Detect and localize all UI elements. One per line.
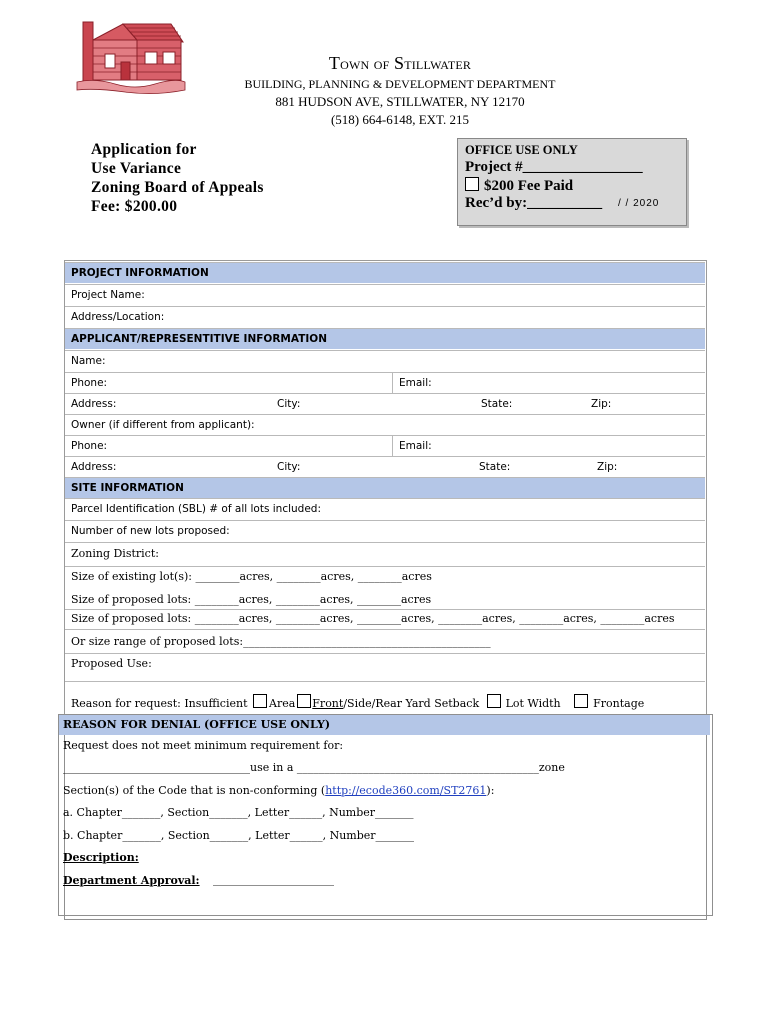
fee-paid-row: [465, 177, 573, 195]
row-divider: [65, 681, 705, 682]
fee-paid-checkbox[interactable]: [465, 177, 479, 191]
sbl-row[interactable]: [65, 498, 705, 519]
row-divider: [65, 629, 705, 630]
section-header-applicant: [65, 328, 705, 349]
front-label: Front: [312, 697, 344, 710]
size-range-field[interactable]: Or size range of proposed lots:_____________________________________________: [71, 635, 491, 648]
proposed-lot-size-field-1[interactable]: Size of proposed lots: ________acres, ________acres, ________acres: [71, 593, 432, 606]
town-title-part2: tillwater: [404, 54, 472, 73]
office-use-title: OFFICE USE ONLY: [465, 143, 578, 157]
description-label: Description:: [63, 851, 139, 864]
area-label: Area: [269, 697, 296, 710]
owner-address-label: Address:: [71, 461, 117, 473]
application-fee: Fee: $200.00: [91, 198, 178, 215]
applicant-zip-label: Zip:: [591, 398, 612, 410]
applicant-name-label: Name:: [71, 355, 106, 367]
department-line: [200, 76, 600, 92]
applicant-email-label[interactable]: Email:: [399, 377, 432, 389]
denial-code-suffix: ):: [486, 784, 495, 797]
row-divider: [65, 542, 705, 543]
owner-city-label: City:: [277, 461, 301, 473]
town-title-initial-s: S: [393, 53, 405, 73]
town-title: [230, 53, 570, 74]
lot-width-label: Lot Width: [505, 697, 561, 710]
department-text: BUILDING, PLANNING & DEVELOPMENT DEPARTMENT: [244, 77, 556, 91]
ecode-link[interactable]: http://ecode360.com/ST2761: [325, 784, 487, 797]
owner-row[interactable]: [65, 414, 705, 435]
cell-divider: [392, 436, 393, 456]
applicant-address-label: Address:: [71, 398, 117, 410]
address-line: [200, 94, 600, 110]
owner-phone-label[interactable]: Phone:: [71, 440, 108, 452]
owner-address-row[interactable]: [65, 456, 705, 477]
applicant-city-label: City:: [277, 398, 301, 410]
side-rear-label: /Side/Rear Yard Setback: [343, 697, 480, 710]
section-header-site: [65, 477, 705, 498]
phone-text: (518) 664-6148, EXT. 215: [330, 112, 470, 127]
project-name-row[interactable]: [65, 284, 705, 305]
owner-zip-label: Zip:: [597, 461, 618, 473]
lot-width-checkbox[interactable]: [487, 694, 501, 708]
denial-header-text: REASON FOR DENIAL (OFFICE USE ONLY): [63, 718, 331, 731]
application-line-2: Use Variance: [91, 160, 182, 177]
zoning-district-label[interactable]: Zoning District:: [71, 547, 159, 560]
applicant-name-row[interactable]: [65, 350, 705, 371]
new-lots-row[interactable]: [65, 520, 705, 541]
frontage-checkbox[interactable]: [574, 694, 588, 708]
application-line-1: Application for: [91, 141, 197, 158]
project-number-field[interactable]: Project #________________: [465, 159, 643, 175]
applicant-address-row[interactable]: [65, 393, 705, 414]
sbl-label: Parcel Identification (SBL) # of all lots included:: [71, 503, 322, 515]
town-title-initial-t: T: [328, 53, 341, 73]
applicant-info-header: APPLICANT/REPRESENTITIVE INFORMATION: [71, 333, 327, 345]
front-checkbox[interactable]: [297, 694, 311, 708]
site-info-header: SITE INFORMATION: [71, 482, 184, 494]
reason-prefix: Reason for request: Insufficient: [71, 697, 248, 710]
row-divider: [65, 609, 705, 610]
denial-code-prefix: Section(s) of the Code that is non-conforming (: [63, 784, 326, 797]
office-use-box: [457, 138, 687, 226]
row-divider: [65, 566, 705, 567]
existing-lot-size-field[interactable]: Size of existing lot(s): ________acres, ________acres, ________acres: [71, 570, 432, 583]
owner-phone-email-row: [65, 435, 705, 456]
denial-line-1: Request does not meet minimum requirement for:: [63, 739, 344, 752]
denial-requirement-field[interactable]: __________________________________use in a ____________________________________________zone: [63, 761, 565, 774]
address-location-label: Address/Location:: [71, 311, 165, 323]
row-divider: [65, 653, 705, 654]
project-info-header: PROJECT INFORMATION: [71, 267, 209, 279]
denial-code-line: [63, 784, 494, 797]
chapter-a-field[interactable]: a. Chapter_______, Section_______, Letter______, Number_______: [63, 806, 414, 819]
applicant-phone-label[interactable]: Phone:: [71, 377, 108, 389]
area-checkbox[interactable]: [253, 694, 267, 708]
department-approval-field[interactable]: ______________________: [213, 873, 334, 886]
chapter-b-field[interactable]: b. Chapter_______, Section_______, Letter______, Number_______: [63, 829, 415, 842]
denial-header: [59, 715, 710, 735]
owner-email-label[interactable]: Email:: [399, 440, 432, 452]
section-header-project: [65, 262, 705, 283]
received-date[interactable]: / / 2020: [618, 198, 660, 209]
town-logo-house-icon: [75, 18, 187, 98]
town-title-part1: own of: [340, 54, 394, 73]
application-line-3: Zoning Board of Appeals: [91, 179, 264, 196]
cell-divider: [392, 373, 393, 393]
applicant-phone-email-row: [65, 372, 705, 393]
application-title-block: [91, 140, 264, 216]
proposed-lot-size-field-2[interactable]: Size of proposed lots: ________acres, ________acres, ________acres, ________acres, ________acres, ________acres: [71, 612, 675, 625]
recd-by-field[interactable]: Rec’d by:__________: [465, 195, 603, 211]
address-location-row[interactable]: [65, 306, 705, 327]
phone-line: [200, 112, 600, 128]
project-name-label: Project Name:: [71, 289, 145, 301]
owner-state-label: State:: [479, 461, 511, 473]
fee-paid-label: $200 Fee Paid: [484, 178, 574, 194]
applicant-state-label: State:: [481, 398, 513, 410]
proposed-use-label[interactable]: Proposed Use:: [71, 657, 152, 670]
department-approval-label: Department Approval:: [63, 874, 200, 887]
frontage-label: Frontage: [593, 697, 645, 710]
reason-for-request-row: [71, 694, 644, 710]
owner-label: Owner (if different from applicant):: [71, 419, 255, 431]
address-text: 881 HUDSON AVE, STILLWATER, NY 12170: [275, 94, 525, 109]
new-lots-label: Number of new lots proposed:: [71, 525, 230, 537]
